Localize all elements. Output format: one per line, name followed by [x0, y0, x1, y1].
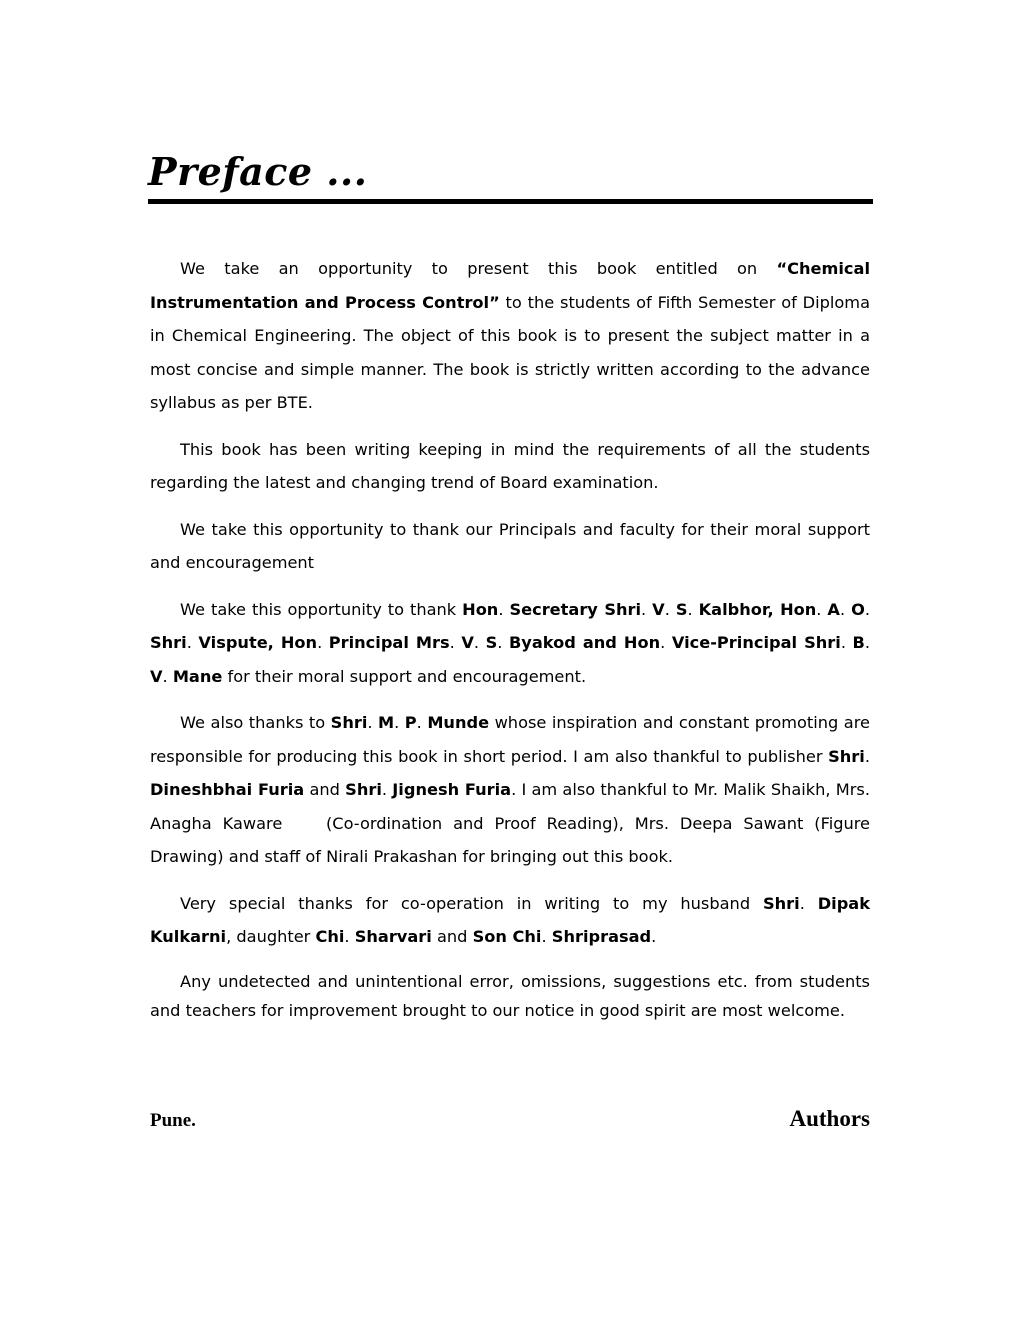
bold-text-run: S: [485, 633, 498, 652]
text-run: Very special thanks for co-operation in writing to my husband: [180, 893, 763, 913]
bold-text-run: Dipak Kulkarni: [150, 893, 870, 946]
bold-text-run: Jignesh Furia: [392, 780, 512, 799]
text-run: .: [864, 633, 871, 652]
text-run: We take an opportunity to present this book entitled on: [180, 259, 777, 278]
text-run: .: [816, 599, 828, 619]
text-run: .: [641, 599, 653, 619]
text-run: .: [864, 746, 870, 766]
bold-text-run: Munde: [427, 713, 490, 732]
bold-text-run: Secretary Shri: [509, 599, 642, 619]
paragraph-5: [150, 706, 870, 874]
title-underline-divider: [148, 199, 873, 204]
text-run: .: [344, 927, 355, 946]
bold-text-run: Principal Mrs: [328, 633, 450, 652]
text-run: Any undetected and unintentional error, omissions, suggestions etc. from students and teachers for improvement brought to our notice in good spirit are most welcome.: [150, 971, 870, 1020]
paragraph-2: [150, 433, 870, 500]
bold-text-run: Sharvari: [354, 927, 432, 946]
bold-text-run: Vispute, Hon: [198, 633, 318, 652]
text-run: .: [381, 780, 393, 799]
text-run: .: [186, 633, 199, 652]
text-run: .: [317, 633, 329, 652]
text-run: , daughter: [226, 927, 316, 946]
text-run: We also thanks to: [180, 713, 331, 732]
text-run: .: [664, 599, 676, 619]
bold-text-run: Shri: [345, 780, 382, 799]
text-run: .: [541, 927, 552, 946]
text-run: .: [498, 599, 510, 619]
text-run: We take this opportunity to thank: [180, 599, 463, 619]
paragraph-7: [150, 967, 870, 1025]
bold-text-run: Mane: [172, 666, 223, 686]
bold-text-run: S: [675, 599, 688, 619]
bold-text-run: Kalbhor, Hon: [698, 599, 817, 619]
text-run: .: [473, 633, 486, 652]
text-run: for their moral support and encouragement.: [222, 666, 587, 686]
bold-text-run: “Chemical Instrumentation and Process Control”: [150, 259, 870, 312]
bold-text-run: M: [378, 713, 395, 732]
text-run: .: [416, 713, 428, 732]
text-run: .: [651, 927, 657, 946]
text-run: and: [304, 780, 346, 799]
preface-body: [150, 252, 870, 1038]
bold-text-run: Shri: [150, 633, 187, 652]
bold-text-run: Hon: [462, 599, 499, 619]
bold-text-run: P: [404, 713, 417, 732]
text-run: to the students of Fifth Semester of Diploma in Chemical Engineering. The object of this book is to present the subject matter in a most concise and simple manner. The book is strictly written according to the advance syllabus as per BTE.: [150, 292, 870, 412]
bold-text-run: O: [851, 599, 865, 619]
bold-text-run: B: [852, 633, 865, 652]
text-run: This book has been writing keeping in mind the requirements of all the students regarding the latest and changing trend of Board examination.: [150, 439, 870, 492]
bold-text-run: Shri: [828, 746, 865, 766]
text-run: .: [687, 599, 699, 619]
text-run: .: [162, 666, 173, 686]
bold-text-run: Vice-Principal Shri: [671, 633, 841, 652]
text-run: .: [660, 633, 672, 652]
text-run: .: [497, 633, 509, 652]
bold-text-run: A: [827, 599, 840, 619]
bold-text-run: V: [652, 599, 665, 619]
text-run: . I am also thankful to Mr. Malik Shaikh, Mrs. Anagha Kaware (Co-ordination and Proof Reading), Mrs. Deepa Sawant (Figure Drawing) and staff of Nirali Prakashan for bringing out this book.: [150, 780, 870, 866]
text-run: We take this opportunity to thank our Principals and faculty for their moral support and encouragement: [150, 519, 870, 572]
bold-text-run: Shri: [330, 713, 368, 732]
bold-text-run: Shriprasad: [551, 927, 652, 946]
paragraph-4: [150, 593, 870, 694]
bold-text-run: Dineshbhai Furia: [150, 780, 305, 799]
bold-text-run: V: [461, 633, 474, 652]
paragraph-3: [150, 513, 870, 580]
paragraph-6: [150, 887, 870, 954]
paragraph-1: [150, 252, 870, 420]
bold-text-run: Chi: [315, 927, 345, 946]
text-run: .: [864, 599, 870, 619]
text-run: whose inspiration and constant promoting are responsible for producing this book in short period. I am also thankful to publisher: [150, 713, 870, 766]
text-run: .: [449, 633, 462, 652]
text-run: .: [394, 713, 405, 732]
text-run: .: [367, 713, 379, 732]
text-run: and: [431, 927, 473, 946]
bold-text-run: Byakod and Hon: [508, 633, 661, 652]
text-run: .: [799, 893, 818, 913]
authors-signature: Authors: [789, 1106, 870, 1131]
text-run: .: [839, 599, 852, 619]
place-name: Pune.: [150, 1110, 196, 1131]
bold-text-run: Shri: [762, 893, 800, 913]
text-run: .: [840, 633, 853, 652]
bold-text-run: V: [150, 666, 163, 686]
bold-text-run: Son Chi: [472, 927, 542, 946]
page-title: Preface ...: [148, 149, 368, 194]
